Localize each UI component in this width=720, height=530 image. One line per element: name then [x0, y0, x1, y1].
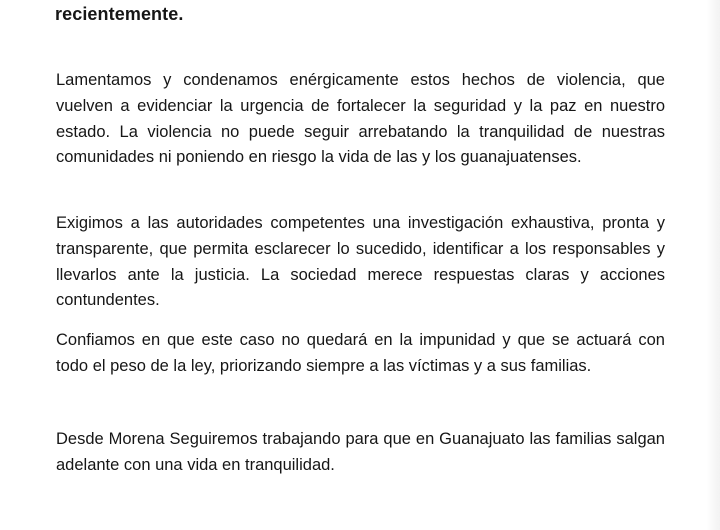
- heading-fragment: recientemente.: [55, 4, 184, 24]
- page-edge-shadow: [706, 0, 720, 530]
- paragraph-no-impunity: Confiamos en que este caso no quedará en la impunidad y que se actuará con todo el peso de la ley, priorizando siempre a las víctimas y a sus familias.: [56, 331, 665, 375]
- paragraph-morena-commitment: Desde Morena Seguiremos trabajando para que en Guanajuato las familias salgan adelante con una vida en tranquilidad.: [56, 430, 665, 474]
- paragraph-condemnation: Lamentamos y condenamos enérgicamente estos hechos de violencia, que vuelven a evidenciar la urgencia de fortalecer la seguridad y la paz en nuestro estado. La violencia no puede seguir arrebatando la tranquilidad de nuestras comunidades ni poniendo en riesgo la vida de las y los guanajuatenses.: [56, 71, 665, 167]
- paragraph-demand-investigation: Exigimos a las autoridades competentes una investigación exhaustiva, pronta y transparente, que permita esclarecer lo sucedido, identificar a los responsables y llevarlos ante la justicia. La sociedad merece respuestas claras y acciones contundentes.: [56, 214, 665, 310]
